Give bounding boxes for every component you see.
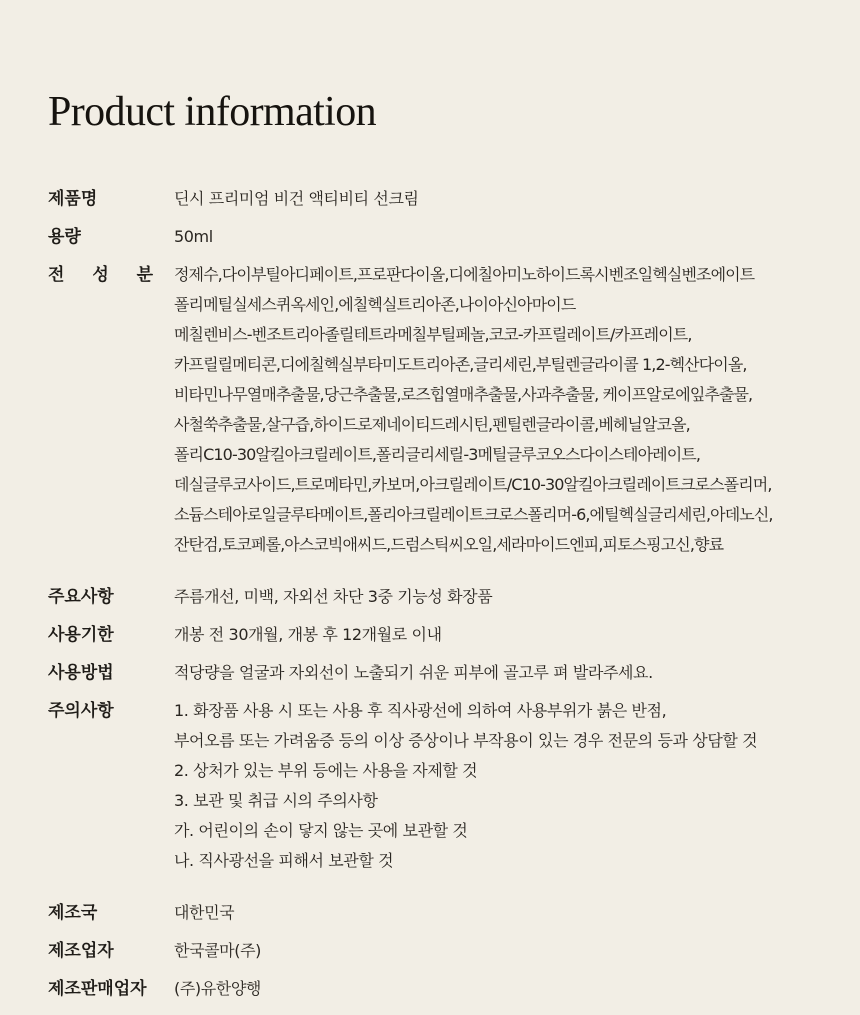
caution-line: 나. 직사광선을 피해서 보관할 것 xyxy=(174,851,394,870)
ingredients-line: 메칠렌비스-벤조트리아졸릴테트라메칠부틸페놀,코코-카프릴레이트/카프레이트, xyxy=(174,325,692,344)
label-expiry: 사용기한 xyxy=(48,625,114,645)
value-caution xyxy=(174,696,848,876)
value-product-name: 딘시 프리미엄 비건 액티비티 선크림 xyxy=(174,189,419,208)
ingredients-line: 데실글루코사이드,트로메타민,카보머,아크릴레이트/C10-30알킬아크릴레이트크로스폴리머, xyxy=(174,475,772,494)
ingredients-line: 비타민나무열매추출물,당근추출물,로즈힙열매추출물,사과추출물, 케이프알로에잎추출물, xyxy=(174,385,753,404)
value-usage: 적당량을 얼굴과 자외선이 노출되기 쉬운 피부에 골고루 펴 발라주세요. xyxy=(174,663,653,682)
ingredients-line: 사철쑥추출물,살구즙,하이드로제네이티드레시틴,펜틸렌글라이콜,베헤닐알코올, xyxy=(174,415,690,434)
label-usage: 사용방법 xyxy=(48,663,114,683)
row-volume xyxy=(48,222,848,252)
ingredients-line: 정제수,다이부틸아디페이트,프로판다이올,디에칠아미노하이드록시벤조일헥실벤조에이트 xyxy=(174,265,755,284)
label-seller: 제조판매업자 xyxy=(48,979,147,999)
caution-line: 가. 어린이의 손이 닿지 않는 곳에 보관할 것 xyxy=(174,821,468,840)
ingredients-line: 폴리C10-30알킬아크릴레이트,폴리글리세릴-3메틸글루코오스다이스테아레이트, xyxy=(174,445,701,464)
row-ingredients xyxy=(48,260,848,560)
value-expiry: 개봉 전 30개월, 개봉 후 12개월로 이내 xyxy=(174,625,442,644)
caution-line: 3. 보관 및 취급 시의 주의사항 xyxy=(174,791,378,810)
label-volume: 용량 xyxy=(48,227,81,247)
value-seller: (주)유한양행 xyxy=(174,979,261,998)
row-expiry xyxy=(48,620,848,650)
label-manufacturer: 제조업자 xyxy=(48,941,114,961)
row-manufacturer xyxy=(48,936,848,966)
row-caution xyxy=(48,696,848,876)
value-volume: 50ml xyxy=(174,227,213,246)
row-seller xyxy=(48,974,848,1004)
ingredients-line: 잔탄검,토코페롤,아스코빅애씨드,드럼스틱씨오일,세라마이드엔피,피토스핑고신,향료 xyxy=(174,535,724,554)
row-country xyxy=(48,898,848,928)
caution-line: 2. 상처가 있는 부위 등에는 사용을 자제할 것 xyxy=(174,761,478,780)
row-main-features xyxy=(48,582,848,612)
page-title: Product information xyxy=(48,89,377,135)
info-table xyxy=(48,184,848,1004)
label-country: 제조국 xyxy=(48,903,98,923)
ingredients-line: 소듐스테아로일글루타메이트,폴리아크릴레이트크로스폴리머-6,에틸헥실글리세린,아데노신, xyxy=(174,505,773,524)
row-product-name xyxy=(48,184,848,214)
value-ingredients xyxy=(174,260,848,560)
ingredients-line: 카프릴릴메티콘,디에칠헥실부타미도트리아존,글리세린,부틸렌글라이콜 1,2-헥산다이올, xyxy=(174,355,747,374)
caution-line: 부어오름 또는 가려움증 등의 이상 증상이나 부작용이 있는 경우 전문의 등과 상담할 것 xyxy=(174,731,758,750)
value-country: 대한민국 xyxy=(174,903,235,922)
label-caution: 주의사항 xyxy=(48,701,114,721)
ingredients-line: 폴리메틸실세스퀴옥세인,에칠헥실트리아존,나이아신아마이드 xyxy=(174,295,576,314)
row-usage xyxy=(48,658,848,688)
label-product-name: 제품명 xyxy=(48,189,98,209)
value-main-features: 주름개선, 미백, 자외선 차단 3중 기능성 화장품 xyxy=(174,587,493,606)
caution-line: 1. 화장품 사용 시 또는 사용 후 직사광선에 의하여 사용부위가 붉은 반점, xyxy=(174,701,667,720)
label-ingredients: 전 성 분 xyxy=(48,265,165,285)
value-manufacturer: 한국콜마(주) xyxy=(174,941,261,960)
label-main-features: 주요사항 xyxy=(48,587,114,607)
